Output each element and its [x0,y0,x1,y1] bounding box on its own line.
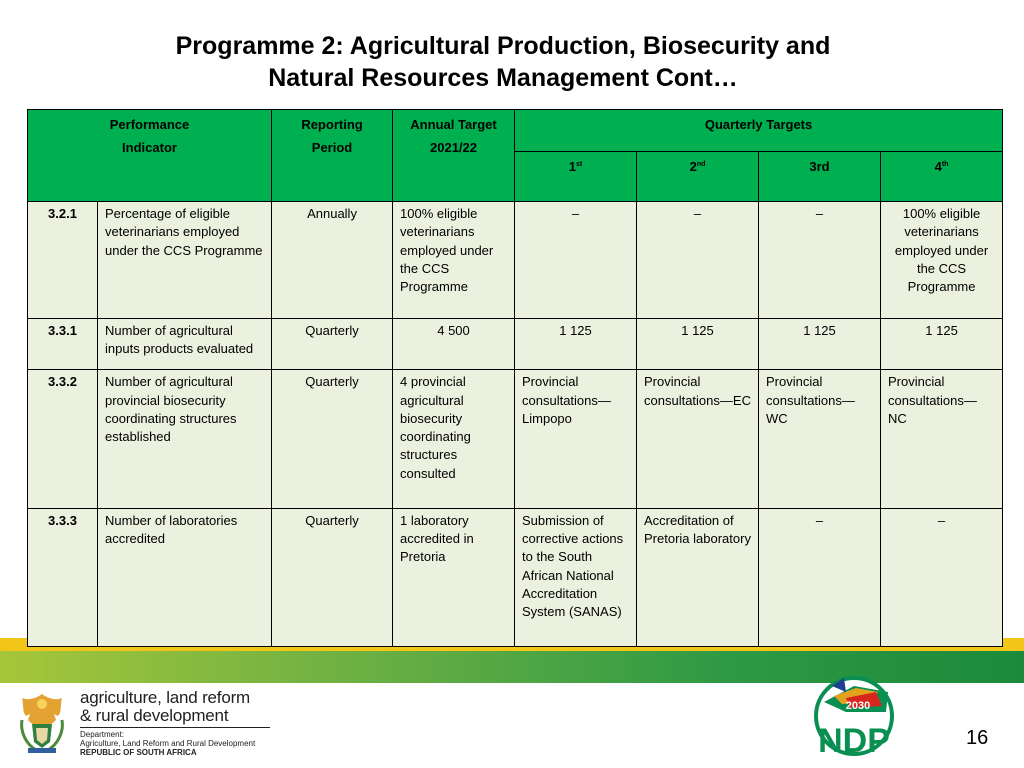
row-indicator: Number of agricultural inputs products evaluated [98,318,272,370]
row-indicator: Number of agricultural provincial biosecurity coordinating structures established [98,370,272,508]
table-row [28,370,1003,508]
table-row [28,508,1003,646]
header-q4 [881,152,1003,202]
row-q2: 1 125 [637,318,759,370]
brand-name-line-2: & rural development [80,706,229,725]
coat-of-arms-icon [16,690,68,754]
row-number: 3.3.3 [28,508,98,646]
row-number: 3.3.1 [28,318,98,370]
header-performance-indicator [28,110,272,202]
row-period: Quarterly [272,318,393,370]
header-q3: 3rd [759,152,881,202]
header-q2-sup: nd [696,161,706,168]
header-q4-sup: th [941,161,949,168]
row-q1: – [515,202,637,319]
row-q2: Accreditation of Pretoria laboratory [637,508,759,646]
header-period-line-1: Reporting [301,117,363,132]
slide-title-line-1: Programme 2: Agricultural Production, Biosecurity and [175,32,831,60]
row-q3: Provincial consultations—WC [759,370,881,508]
row-period: Quarterly [272,508,393,646]
ndp-word: NDP [818,722,890,760]
header-q1-label: 1 [568,159,577,174]
department-logo [16,688,276,760]
row-number: 3.2.1 [28,202,98,319]
row-period: Quarterly [272,370,393,508]
row-annual-target: 4 provincial agricultural biosecurity coordinating structures consulted [393,370,515,508]
row-annual-target: 100% eligible veterinarians employed under the CCS Programme [393,202,515,319]
row-number: 3.3.2 [28,370,98,508]
row-q2: – [637,202,759,319]
page-number: 16 [966,727,989,749]
row-annual-target: 4 500 [393,318,515,370]
header-annual-line-1: Annual Target [410,117,497,132]
slide-title-line-2: Natural Resources Management Cont… [268,64,738,92]
performance-table [27,109,1003,647]
row-q3: – [759,202,881,319]
table-row [28,202,1003,319]
department-label: Department: [80,730,125,739]
header-q2 [637,152,759,202]
logo-divider [80,727,270,728]
row-q2: Provincial consultations—EC [637,370,759,508]
row-q1: 1 125 [515,318,637,370]
row-q4: 100% eligible veterinarians employed under the CCS Programme [881,202,1003,319]
header-annual-line-2: 2021/22 [430,140,478,156]
row-q3: 1 125 [759,318,881,370]
department-name: Agriculture, Land Reform and Rural Development [80,739,256,748]
row-q1: Submission of corrective actions to the South African National Accreditation System (SANAS) [515,508,637,646]
brand-name-line-1: agriculture, land reform [80,688,250,707]
header-annual-target [393,110,515,202]
row-q4: Provincial consultations—NC [881,370,1003,508]
ndp-year: 2030 [845,700,871,712]
slide-title [0,30,1006,94]
header-q1-sup: st [576,161,583,168]
header-q2-label: 2 [689,159,697,174]
header-q1 [515,152,637,202]
header-period-line-2: Period [311,140,353,156]
row-annual-target: 1 laboratory accredited in Pretoria [393,508,515,646]
row-indicator: Number of laboratories accredited [98,508,272,646]
table-row [28,318,1003,370]
row-q3: – [759,508,881,646]
country-name: REPUBLIC OF SOUTH AFRICA [80,748,197,757]
header-reporting-period [272,110,393,202]
ndp-2030-logo [806,672,902,762]
row-period: Annually [272,202,393,319]
row-indicator: Percentage of eligible veterinarians employed under the CCS Programme [98,202,272,319]
row-q4: – [881,508,1003,646]
header-indicator-line-2: Indicator [122,140,177,156]
row-q1: Provincial consultations—Limpopo [515,370,637,508]
row-q4: 1 125 [881,318,1003,370]
header-indicator-line-1: Performance [109,117,190,132]
header-quarterly-targets: Quarterly Targets [515,110,1003,152]
header-q4-label: 4 [934,159,942,174]
